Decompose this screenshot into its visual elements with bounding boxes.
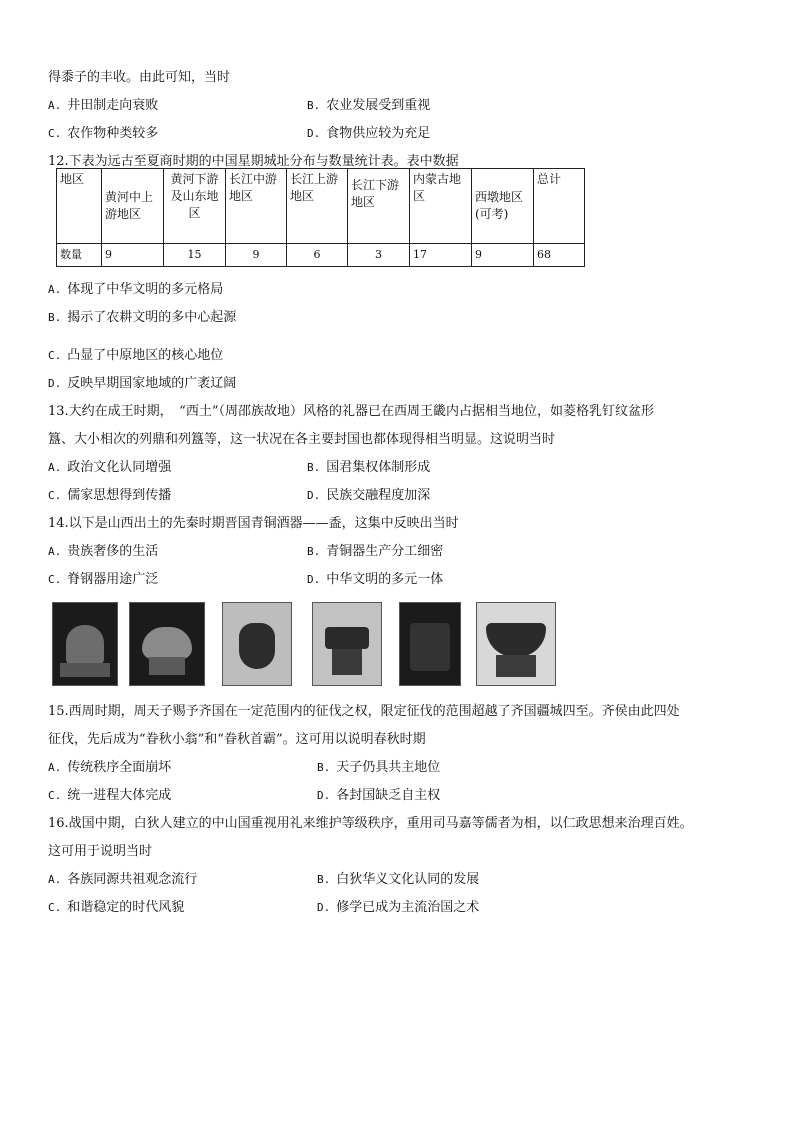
q11-option-c[interactable]: C. 农作物种类较多 xyxy=(48,126,159,141)
q11-option-a[interactable]: A. 井田制走向衰败 xyxy=(48,98,159,113)
q13-option-d[interactable]: D. 民族交融程度加深 xyxy=(307,488,431,503)
q13-option-a[interactable]: A. 政治文化认同增强 xyxy=(48,460,172,475)
table-row xyxy=(57,244,585,267)
q16-stem-line2: 这可用于说明当时 xyxy=(48,844,153,859)
q15-option-a[interactable]: A. 传统秩序全面崩坏 xyxy=(48,760,172,775)
table-cell: 6 xyxy=(287,244,348,267)
q14-option-a[interactable]: A. 贵族奢侈的生活 xyxy=(48,544,159,559)
q15-option-b[interactable]: B. 天子仍具共主地位 xyxy=(317,760,441,775)
table-header-cell: 西墩地区(可考) xyxy=(472,169,534,244)
table-header-cell: 黄河下游及山东地区 xyxy=(164,169,226,244)
q14-option-b[interactable]: B. 青铜器生产分工细密 xyxy=(307,544,444,559)
bronze-vessel-photo-1 xyxy=(52,602,118,686)
bronze-vessel-photo-6 xyxy=(476,602,556,686)
table-header-cell: 长江下游地区 xyxy=(348,169,410,244)
q12-option-b[interactable]: B. 揭示了农耕文明的多中心起源 xyxy=(48,310,237,325)
q14-stem: 14.以下是山西出土的先秦时期晋国青铜酒器——盉，这集中反映出当时 xyxy=(48,516,459,531)
q15-option-d[interactable]: D. 各封国缺乏自主权 xyxy=(317,788,441,803)
q11-stem: 得黍子的丰收。由此可知，当时 xyxy=(48,70,231,85)
q16-option-a[interactable]: A. 各族同源共祖观念流行 xyxy=(48,872,198,887)
bronze-vessel-photo-3 xyxy=(222,602,292,686)
table-cell: 9 xyxy=(102,244,164,267)
q13-stem-line1: 13.大约在成王时期， “西土”（周邵族故地）风格的礼器已在西周王畿内占据相当地位，如菱格乳钉纹盆形 xyxy=(48,404,654,419)
q16-option-b[interactable]: B. 白狄华义文化认同的发展 xyxy=(317,872,480,887)
bronze-vessel-photo-4 xyxy=(312,602,382,686)
q13-option-c[interactable]: C. 儒家思想得到传播 xyxy=(48,488,172,503)
q15-stem-line1: 15.西周时期，周天子赐予齐国在一定范围内的征伐之权，限定征伐的范围超越了齐国疆城四至。齐侯由此四处 xyxy=(48,704,680,719)
table-header-row xyxy=(57,169,585,244)
q11-option-d[interactable]: D. 食物供应较为充足 xyxy=(307,126,431,141)
table-header-cell: 地区 xyxy=(57,169,102,244)
bronze-vessel-photo-2 xyxy=(129,602,205,686)
table-header-cell: 长江上游地区 xyxy=(287,169,348,244)
q16-option-c[interactable]: C. 和谐稳定的时代风貌 xyxy=(48,900,185,915)
table-row-label: 数量 xyxy=(57,244,102,267)
table-cell: 3 xyxy=(348,244,410,267)
q13-option-b[interactable]: B. 国君集权体制形成 xyxy=(307,460,431,475)
q11-option-b[interactable]: B. 农业发展受到重视 xyxy=(307,98,431,113)
table-cell: 17 xyxy=(410,244,472,267)
q16-option-d[interactable]: D. 修学已成为主流治国之术 xyxy=(317,900,480,915)
table-header-cell: 总计 xyxy=(534,169,585,244)
q12-option-d[interactable]: D. 反映早期国家地域的广袤辽阔 xyxy=(48,376,237,391)
table-cell: 9 xyxy=(226,244,287,267)
q12-data-table xyxy=(56,168,585,267)
table-cell: 9 xyxy=(472,244,534,267)
q12-stem: 12.下表为远古至夏商时期的中国星期城址分布与数量统计表。表中数据 xyxy=(48,154,459,169)
table-header-cell: 黄河中上游地区 xyxy=(102,169,164,244)
q12-option-c[interactable]: C. 凸显了中原地区的核心地位 xyxy=(48,348,224,363)
q14-option-c[interactable]: C. 脊钢器用途广泛 xyxy=(48,572,159,587)
table-header-cell: 长江中游地区 xyxy=(226,169,287,244)
q14-option-d[interactable]: D. 中华文明的多元一体 xyxy=(307,572,444,587)
bronze-vessel-photo-5 xyxy=(399,602,461,686)
table-cell: 68 xyxy=(534,244,585,267)
q15-option-c[interactable]: C. 统一进程大体完成 xyxy=(48,788,172,803)
table-cell: 15 xyxy=(164,244,226,267)
q15-stem-line2: 征伐，先后成为“眷秋小翁”和“眷秋首霸”。这可用以说明春秋时期 xyxy=(48,732,426,747)
q16-stem-line1: 16.战国中期，白狄人建立的中山国重视用礼来维护等级秩序，重用司马嘉等儒者为相，以仁政思想来治理百姓。 xyxy=(48,816,693,831)
table-header-cell: 内蒙古地区 xyxy=(410,169,472,244)
q13-stem-line2: 簋、大小相次的列鼎和列簋等，这一状况在各主要封国也都体现得相当明显。这说明当时 xyxy=(48,432,556,447)
q12-option-a[interactable]: A. 体现了中华文明的多元格局 xyxy=(48,282,224,297)
